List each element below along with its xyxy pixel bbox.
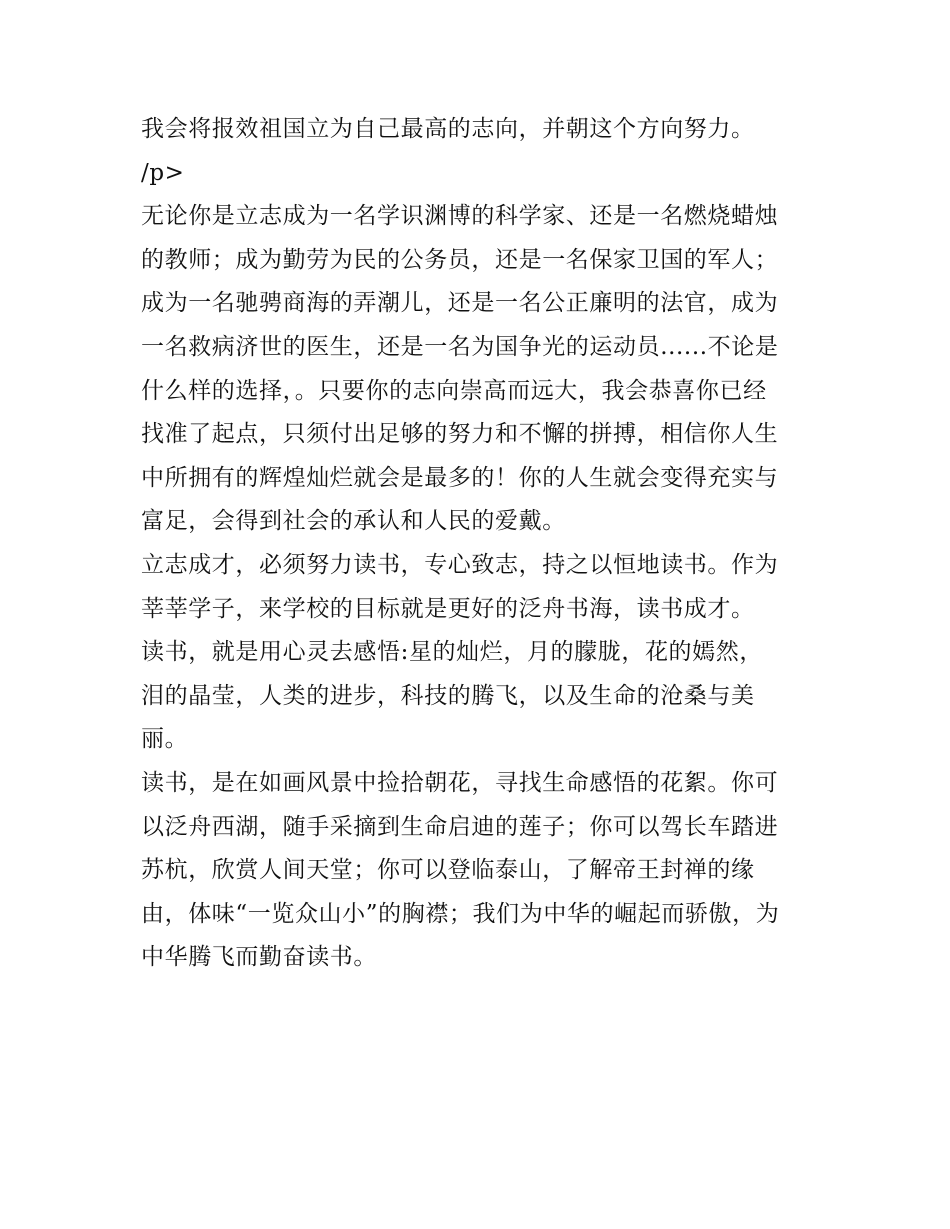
text-line: 我会将报效祖国立为自己最高的志向，并朝这个方向努力。 xyxy=(141,116,755,142)
paragraph-6 xyxy=(141,762,816,980)
text-line: 的教师；成为勤劳为民的公务员，还是一名保家卫国的军人； xyxy=(141,246,779,273)
text-line: 由，体味“一览众山小”的胸襟；我们为中华的崛起而骄傲，为 xyxy=(141,900,780,927)
document-body xyxy=(141,108,816,980)
text-line: 泪的晶莹，人类的进步，科技的腾飞，以及生命的沧桑与美 xyxy=(141,682,755,709)
paragraph-4 xyxy=(141,544,816,631)
paragraph-3 xyxy=(141,195,816,544)
text-line: 一名救病济世的医生，还是一名为国争光的运动员......不论是 xyxy=(141,333,779,360)
text-line: 成为一名驰骋商海的弄潮儿，还是一名公正廉明的法官，成为 xyxy=(141,290,779,317)
text-line: 中所拥有的辉煌灿烂就会是最多的！你的人生就会变得充实与 xyxy=(141,464,779,491)
text-line: 读书，是在如画风景中捡拾朝花，寻找生命感悟的花絮。你可 xyxy=(141,769,779,796)
text-line: 什么样的选择，。只要你的志向崇高而远大，我会恭喜你已经 xyxy=(141,377,767,404)
paragraph-2 xyxy=(141,152,816,196)
paragraph-1 xyxy=(141,108,816,152)
text-line: 立志成才，必须努力读书，专心致志，持之以恒地读书。作为 xyxy=(141,551,779,578)
text-line: 中华腾飞而勤奋读书。 xyxy=(141,944,377,971)
text-line: 苏杭，欣赏人间天堂；你可以登临泰山，了解帝王封禅的缘 xyxy=(141,857,755,884)
text-line: 找准了起点，只须付出足够的努力和不懈的拼搏，相信你人生 xyxy=(141,421,779,448)
text-line: 丽。 xyxy=(141,726,189,753)
paragraph-5 xyxy=(141,631,816,762)
text-line: 莘莘学子，来学校的目标就是更好的泛舟书海，读书成才。 xyxy=(141,595,755,622)
text-line: /p> xyxy=(141,159,185,186)
text-line: 富足，会得到社会的承认和人民的爱戴。 xyxy=(141,508,566,535)
text-line: 读书，就是用心灵去感悟:星的灿烂，月的朦胧，花的嫣然， xyxy=(141,639,763,666)
text-line: 以泛舟西湖，随手采摘到生命启迪的莲子；你可以驾长车踏进 xyxy=(141,813,779,840)
text-line: 无论你是立志成为一名学识渊博的科学家、还是一名燃烧蜡烛 xyxy=(141,203,779,230)
